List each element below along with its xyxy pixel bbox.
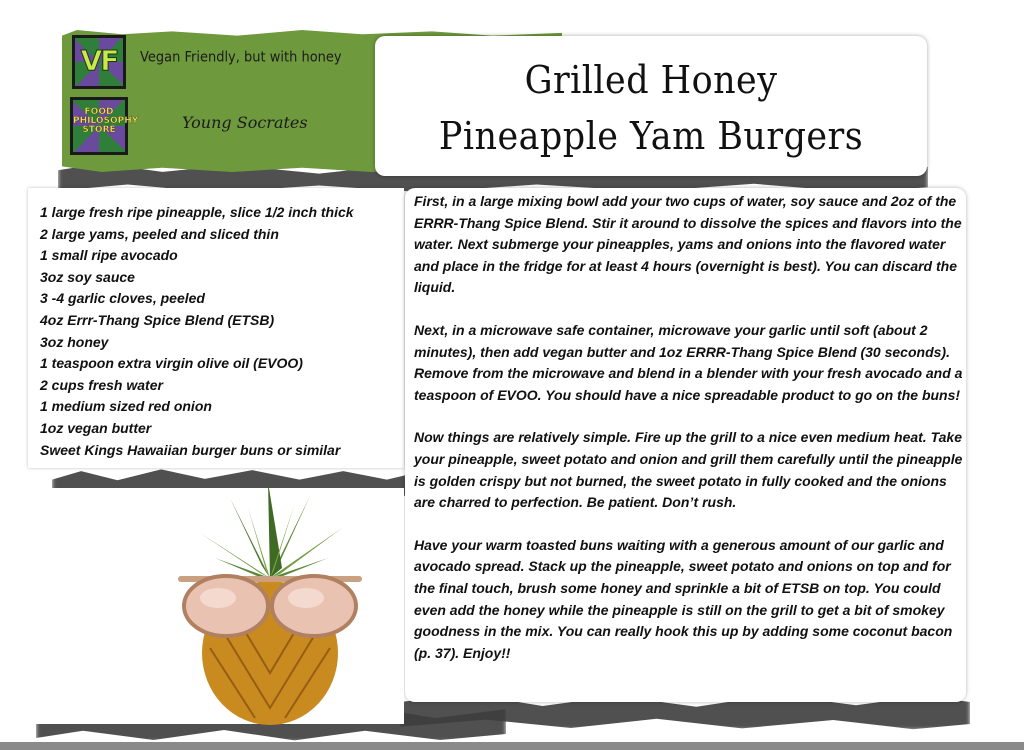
ingredients-card xyxy=(28,188,404,468)
ingredient-item: 1 small ripe avocado xyxy=(40,247,178,264)
title-card xyxy=(375,36,927,176)
ingredient-item: 1 large fresh ripe pineapple, slice 1/2 inch thick xyxy=(40,204,354,220)
ingredient-item: 4oz Errr-Thang Spice Blend (ETSB) xyxy=(40,311,275,328)
ingredient-item: 3 -4 garlic cloves, peeled xyxy=(40,290,205,307)
recipe-title-line-1: Grilled Honey xyxy=(524,58,778,102)
vegan-friendly-logo xyxy=(72,35,126,89)
instructions-text xyxy=(414,191,969,685)
ingredients-list xyxy=(40,202,354,461)
logo-vf-text: VF xyxy=(80,44,118,77)
ingredient-item: 3oz soy sauce xyxy=(40,268,135,285)
instruction-paragraph: Have your warm toasted buns waiting with a generous amount of our garlic and avocado spread. Stack up the pineapple, sweet potato and onions on top and for the final touch, brush some honey and sprinkle a bit of ETSB on top. You could even add the honey while the pineapple is still on the grill to get a bit of smokey goodness in the mix. You can really hook this up by adding some coconut bacon (p. 37). Enjoy!! xyxy=(414,536,953,661)
recipe-title-line-2: Pineapple Yam Burgers xyxy=(438,114,864,158)
logo-fps-text: FOOD PHILOSOPHY STORE xyxy=(73,107,139,135)
instruction-paragraph: First, in a large mixing bowl add your two cups of water, soy sauce and 2oz of the ERRR-Thang Spice Blend. Stir it around to dissolve the spices and flavors into the water. Next submerge your pineapples, yams and onions into the flavored water and place in the fridge for at least 4 hours (overnight is best). You can discard the liquid. xyxy=(414,193,962,296)
food-philosophy-store-logo xyxy=(70,97,139,155)
ingredient-item: Sweet Kings Hawaiian burger buns or similar xyxy=(40,441,341,458)
ingredient-item: 2 cups fresh water xyxy=(40,376,163,393)
ingredient-item: 2 large yams, peeled and sliced thin xyxy=(40,225,279,242)
pineapple-crown xyxy=(200,482,342,578)
ingredient-item: 1 teaspoon extra virgin olive oil (EVOO) xyxy=(40,355,303,372)
bottom-page-edge xyxy=(0,742,1024,750)
tagline: Vegan Friendly, but with honey xyxy=(140,49,342,66)
instructions-card xyxy=(405,188,966,702)
ingredient-item: 1oz vegan butter xyxy=(40,419,152,436)
ingredient-item: 1 medium sized red onion xyxy=(40,398,212,415)
instruction-paragraph: Now things are relatively simple. Fire up the grill to a nice even medium heat. Take your pineapple, sweet potato and onion and grill them carefully until the pineapple is golden crispy but not burned, the sweet potato in fully cooked and the onions are charred to perfection. Be patient. Don’t rush. xyxy=(414,429,963,511)
instruction-paragraph: Next, in a microwave safe container, microwave your garlic until soft (about 2 minutes), then add vegan butter and 1oz ERRR-Thang Spice Blend (30 seconds). Remove from the microwave and blend in a blender with your fresh avocado and a teaspoon of EVOO. You should have a nice spreadable product to go on the buns! xyxy=(414,321,963,403)
author-name: Young Socrates xyxy=(182,113,308,132)
pineapple-with-sunglasses-image xyxy=(170,478,370,726)
ingredient-item: 3oz honey xyxy=(40,333,109,350)
